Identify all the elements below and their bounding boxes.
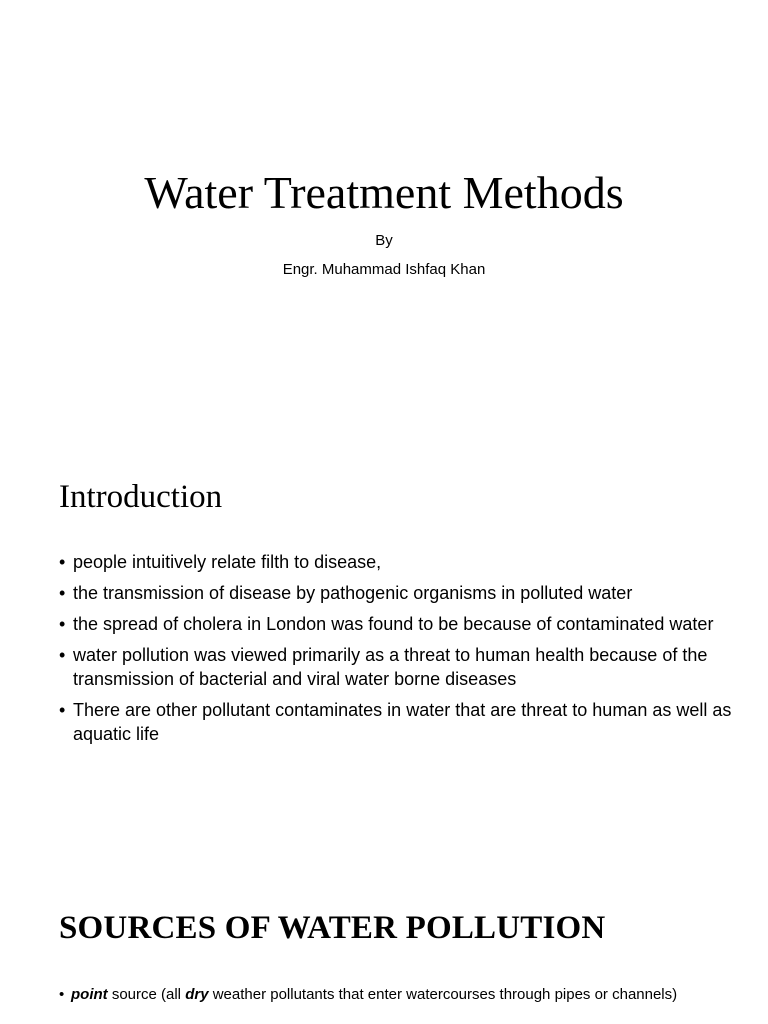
bullet-icon: •	[59, 986, 65, 1003]
emphasis-term-point: point	[71, 986, 108, 1003]
author-name: Engr. Muhammad Ishfaq Khan	[282, 261, 486, 278]
sources-slide	[0, 864, 768, 1024]
title-slide	[0, 0, 768, 432]
list-item	[59, 643, 739, 691]
list-item	[59, 985, 739, 1004]
subtitle-by: By	[375, 232, 393, 249]
sources-heading: SOURCES OF WATER POLLUTION	[59, 910, 606, 946]
bullet-text: people intuitively relate filth to disease,	[73, 552, 382, 572]
sources-bullet-list	[59, 985, 739, 1004]
presentation-title: Water Treatment Methods	[144, 167, 624, 218]
bullet-text	[71, 986, 677, 1003]
list-item	[59, 698, 739, 746]
bullet-text-part: weather pollutants that enter watercourses through pipes or channels)	[208, 986, 678, 1003]
list-item	[59, 550, 739, 574]
list-item	[59, 581, 739, 605]
bullet-icon: •	[59, 700, 66, 720]
bullet-icon: •	[59, 614, 66, 634]
introduction-bullet-list	[59, 550, 739, 753]
bullet-text-part: source (all	[107, 986, 186, 1003]
introduction-slide	[0, 432, 768, 864]
bullet-text: the transmission of disease by pathogenic organisms in polluted water	[73, 583, 633, 603]
emphasis-term-dry: dry	[185, 986, 209, 1003]
introduction-heading: Introduction	[59, 479, 223, 515]
bullet-icon: •	[59, 552, 66, 572]
bullet-text: There are other pollutant contaminates in water that are threat to human as well as aquatic life	[73, 700, 732, 744]
bullet-text: water pollution was viewed primarily as a threat to human health because of the transmission of bacterial and viral water borne diseases	[73, 645, 708, 689]
bullet-icon: •	[59, 645, 66, 665]
bullet-text: the spread of cholera in London was found to be because of contaminated water	[73, 614, 714, 634]
bullet-icon: •	[59, 583, 66, 603]
list-item	[59, 612, 739, 636]
